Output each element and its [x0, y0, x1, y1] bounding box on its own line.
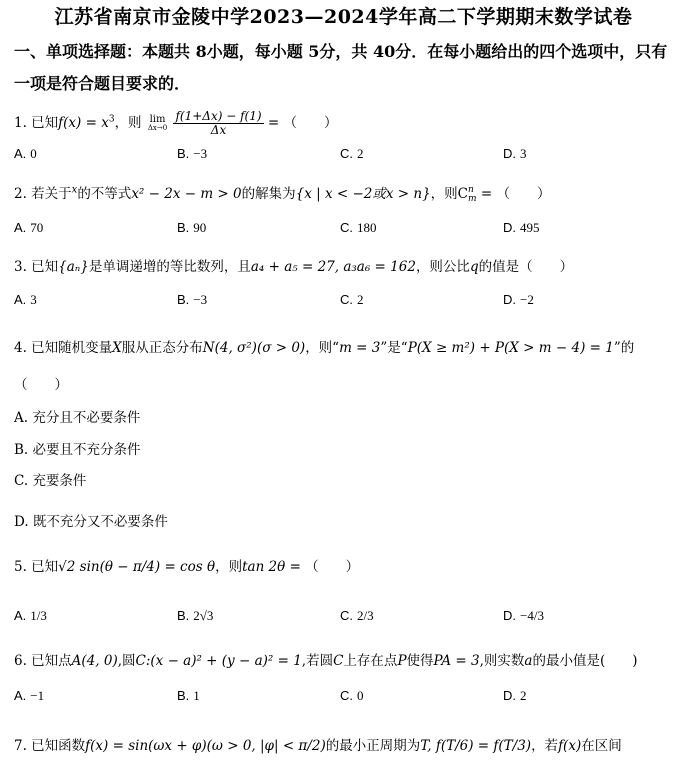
option-a[interactable]: A. 0	[14, 146, 37, 161]
question-2: 2. 若关于$^x$的不等式x² − 2x − m > 0的解集为{x | x < −2或x > n}，则C n m = （ ）	[14, 184, 551, 204]
option-b[interactable]: B. 必要且不充分条件	[14, 442, 141, 458]
option-b[interactable]: B. 90	[177, 220, 207, 235]
option-d[interactable]: D. −4/3	[503, 608, 544, 623]
option-c[interactable]: C. 2	[340, 292, 364, 307]
option-c[interactable]: C. 180	[340, 220, 377, 235]
question-1-options	[14, 146, 674, 166]
question-4-answer-bracket: （ ）	[14, 377, 68, 393]
section-heading-line1: 一、单项选择题：本题共 8小题，每小题 5分，共 40分．在每小题给出的四个选项中，只有	[14, 42, 668, 61]
question-7: 7. 已知函数f(x) = sin(ωx + φ)(ω > 0, |φ| < π/2)的最小正周期为T, f(T/6) = f(T/3)，若f(x)在区间	[14, 738, 622, 754]
question-5-options	[14, 608, 674, 628]
option-a[interactable]: A. 1/3	[14, 608, 47, 623]
option-c[interactable]: C. 充要条件	[14, 473, 87, 489]
limit-operator: lim Δx→0	[147, 114, 168, 133]
question-5: 5. 已知√2 sin(θ − π/4) = cos θ，则tan 2θ = （ ）	[14, 559, 360, 575]
question-1: 1. 已知$f(x) = x^3$，则 lim Δx→0 $\frac{f(1+\Delta x) - f(1)}{\Delta x}$ = （ ）	[14, 109, 338, 138]
option-a[interactable]: A. 70	[14, 220, 44, 235]
option-d[interactable]: D. 2	[503, 688, 527, 703]
option-d[interactable]: D. 3	[503, 146, 527, 161]
option-b[interactable]: B. 2√3	[177, 608, 214, 623]
option-d[interactable]: D. 495	[503, 220, 540, 235]
option-c[interactable]: C. 0	[340, 688, 364, 703]
option-a[interactable]: A. 充分且不必要条件	[14, 410, 141, 426]
difference-quotient: $\frac{f(1+\Delta x) - f(1)}{\Delta x}$	[175, 109, 262, 138]
question-2-options	[14, 220, 674, 240]
page-title: 江苏省南京市金陵中学2023—2024学年高二下学期期末数学试卷	[54, 6, 633, 28]
section-heading-line2: 一项是符合题目要求的．	[14, 74, 191, 93]
question-3: 3. 已知{aₙ}是单调递增的等比数列，且a₄ + a₅ = 27, a₃a₆ = 162，则公比q的值是（ ）	[14, 259, 574, 275]
option-d[interactable]: D. −2	[503, 292, 534, 307]
option-b[interactable]: B. −3	[177, 292, 208, 307]
question-6: 6. 已知点A(4, 0),圆C:(x − a)² + (y − a)² = 1,若圆C上存在点P使得PA = 3,则实数a的最小值是( )	[14, 653, 638, 669]
option-a[interactable]: A. −1	[14, 688, 45, 703]
section-heading	[14, 36, 674, 100]
question-3-options	[14, 292, 674, 312]
option-c[interactable]: C. 2	[340, 146, 364, 161]
option-b[interactable]: B. 1	[177, 688, 200, 703]
option-a[interactable]: A. 3	[14, 292, 37, 307]
option-b[interactable]: B. −3	[177, 146, 208, 161]
question-6-options	[14, 688, 674, 708]
question-4: 4. 已知随机变量X服从正态分布N(4, σ²)(σ > 0)，则“m = 3”是“P(X ≥ m²) + P(X > m − 4) = 1”的	[14, 340, 635, 356]
option-c[interactable]: C. 2/3	[340, 608, 374, 623]
option-d[interactable]: D. 既不充分又不必要条件	[14, 514, 168, 530]
